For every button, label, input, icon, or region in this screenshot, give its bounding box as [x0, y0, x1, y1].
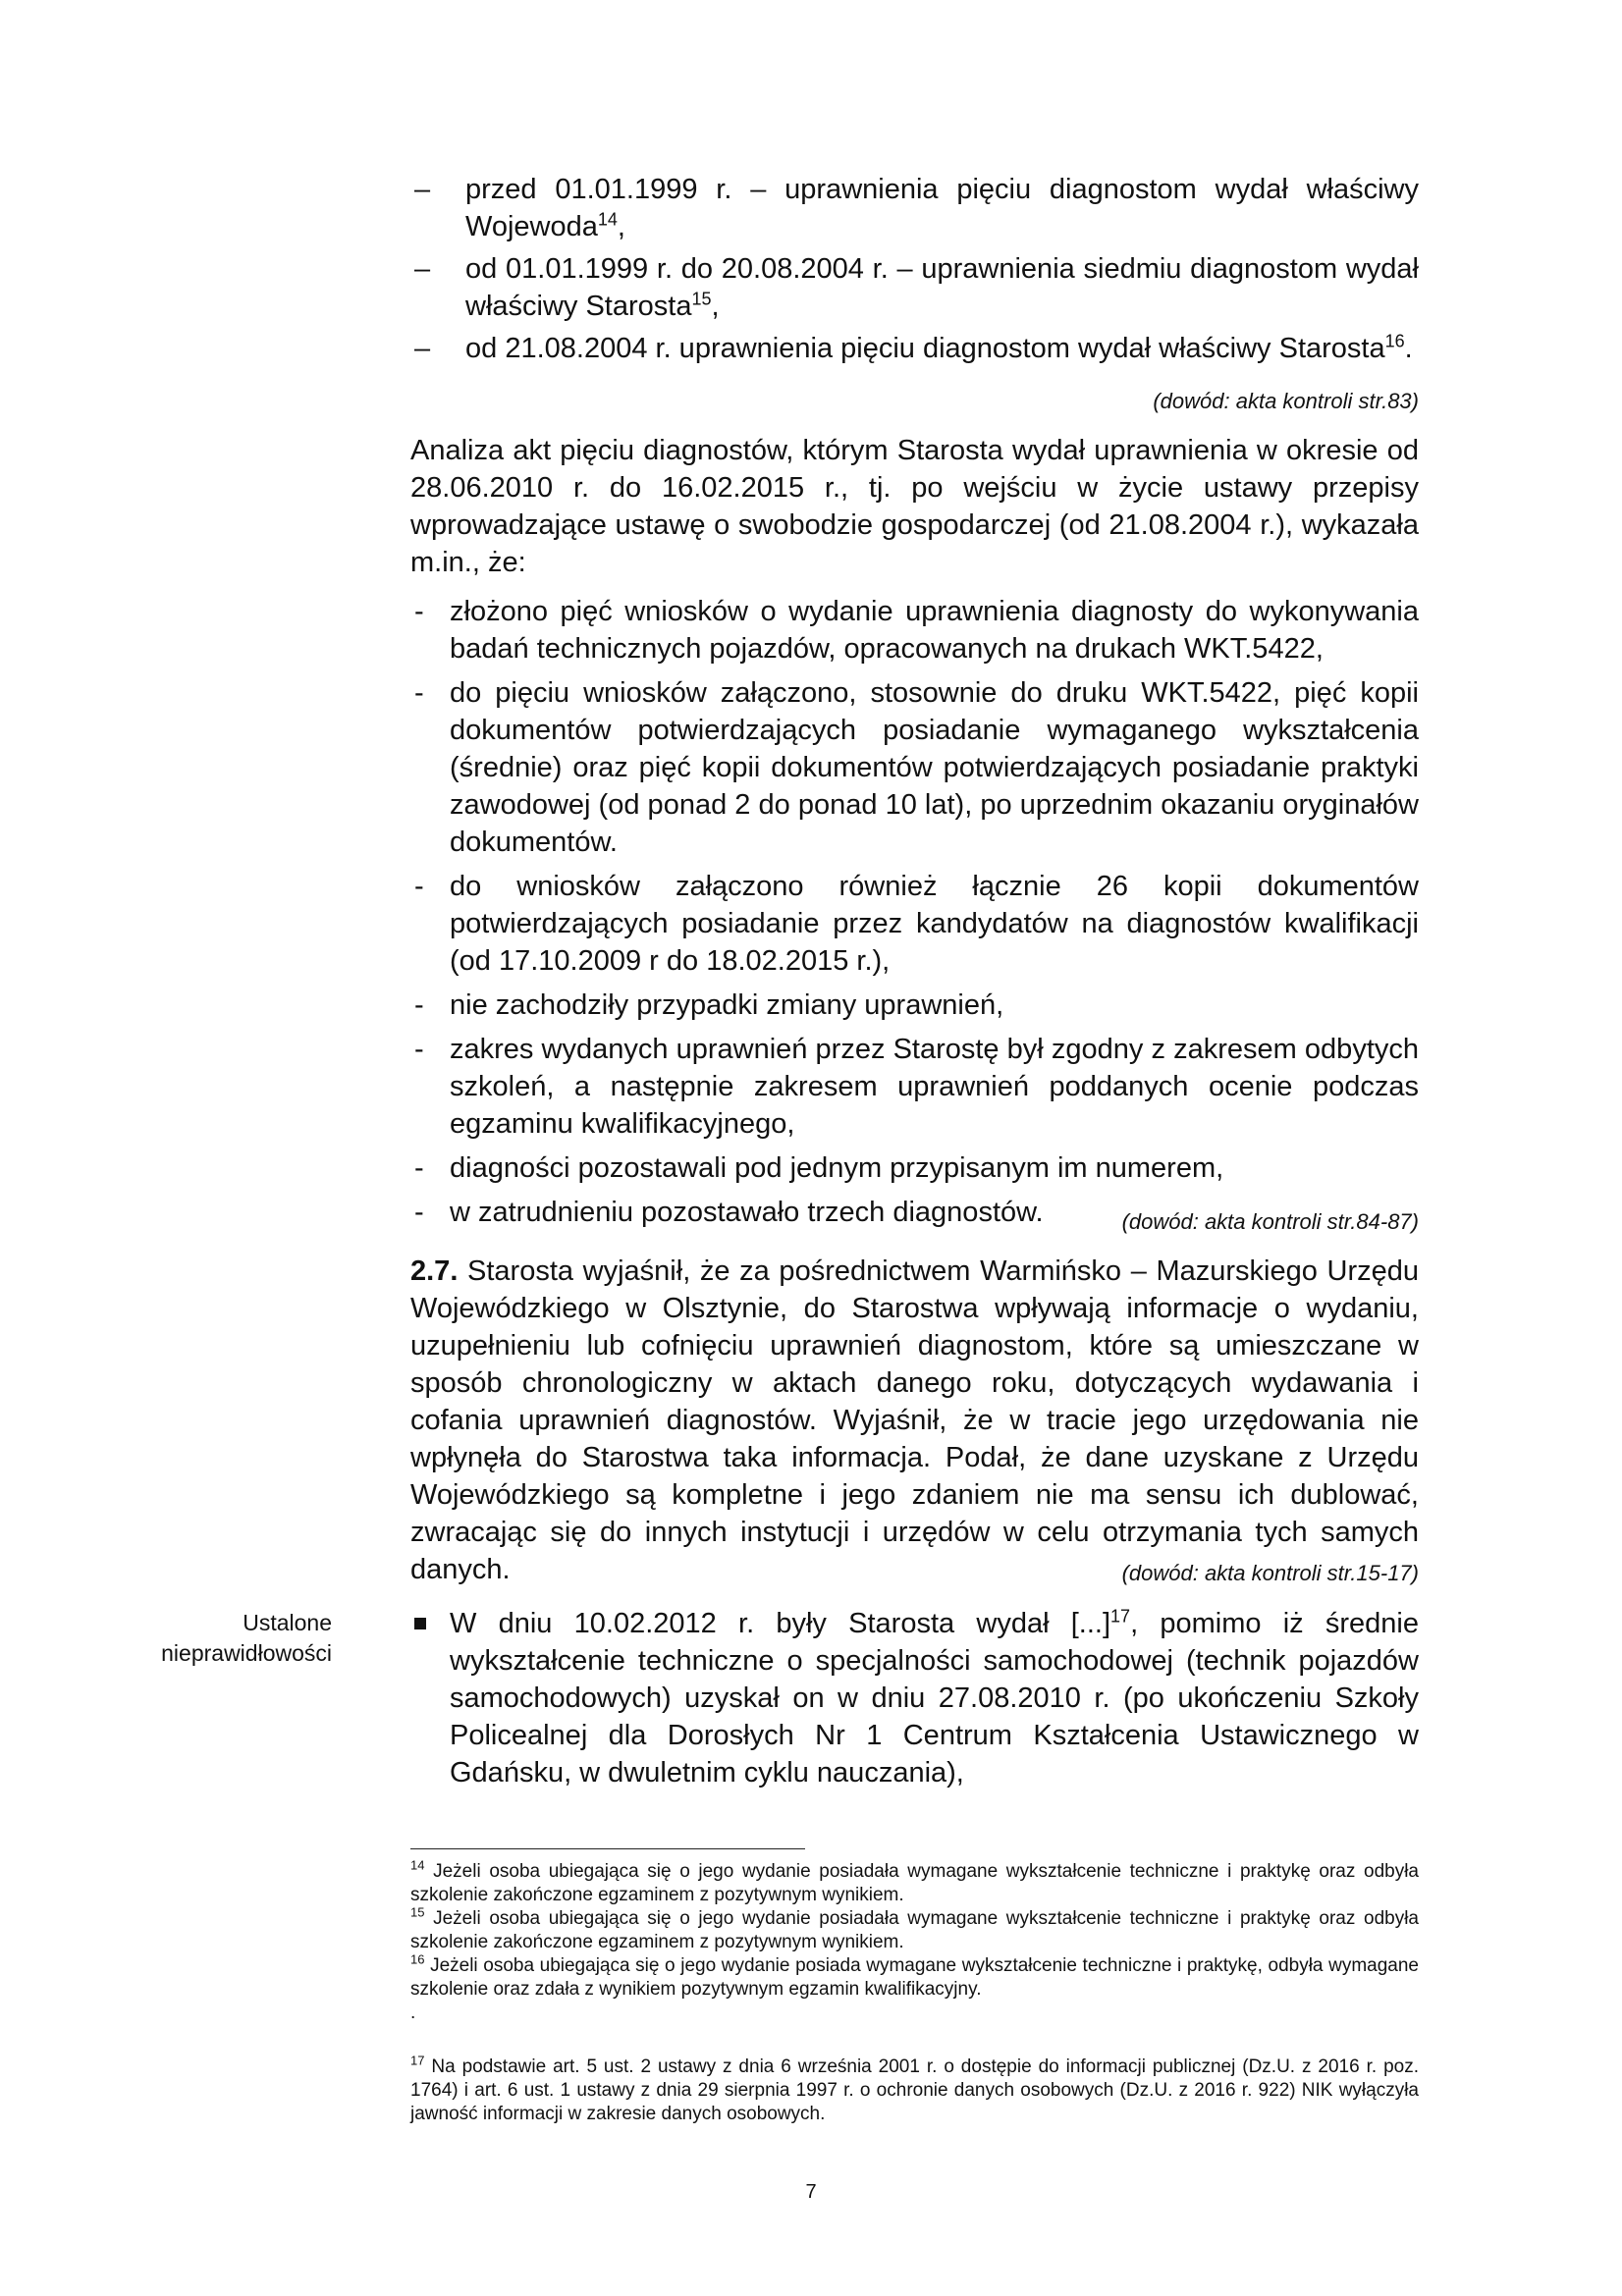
- evidence-note: (dowód: akta kontroli str.83): [1153, 389, 1419, 413]
- list-item-text: od 01.01.1999 r. do 20.08.2004 r. – uprawnienia siedmiu diagnostom wydał właściwy Starosta$^{15}$,: [465, 253, 1419, 322]
- dash-bullet: –: [414, 174, 431, 205]
- hyphen-bullet: -: [414, 1197, 424, 1228]
- finding-item: [410, 1605, 1419, 1791]
- section-number: 2.7.: [410, 1255, 459, 1287]
- list-item-text: złożono pięć wniosków o wydanie uprawnienia diagnosty do wykonywania badań technicznych pojazdów, opracowanych na drukach WKT.5422,: [450, 596, 1419, 665]
- footnote: $^{15}$ Jeżeli osoba ubiegająca się o jego wydanie posiadała wymagane wykształcenie techniczne i praktykę oraz odbyła szkolenie zakończone egzaminem z pozytywnym wynikiem.: [410, 1904, 1419, 1952]
- footnote: $^{14}$ Jeżeli osoba ubiegająca się o jego wydanie posiadała wymagane wykształcenie techniczne i praktykę oraz odbyła szkolenie zakończone egzaminem z pozytywnym wynikiem.: [410, 1857, 1419, 1905]
- footnote-ref[interactable]: 15: [691, 289, 712, 309]
- list-item: [410, 987, 1419, 1024]
- footnote-separator: [410, 1848, 805, 1849]
- list-item: [410, 330, 1419, 367]
- list-item: [410, 1031, 1419, 1143]
- footnote-ref[interactable]: 14: [597, 209, 618, 230]
- finding-text: W dniu 10.02.2012 r. były Starosta wydał [...]$^{17}$, pomimo iż średnie wykształcenie techniczne o specjalności samochodowej (technik pojazdów samochodowych) uzyskał on w dniu 27.08.2010 r. (po ukończeniu Szkoły Policealnej dla Dorosłych Nr 1 Centrum Kształcenia Ustawicznego w Gdańsku, w dwuletnim cyklu nauczania),: [450, 1606, 1419, 1789]
- list-item-text: diagności pozostawali pod jednym przypisanym im numerem,: [450, 1152, 1224, 1184]
- list-item: [410, 674, 1419, 861]
- hyphen-bullet: -: [414, 596, 424, 627]
- footnote-dot: .: [410, 2002, 416, 2023]
- list-item: [410, 250, 1419, 325]
- hyphen-bullet: -: [414, 1034, 424, 1065]
- hyphen-bullet: -: [414, 871, 424, 902]
- list-item: [410, 171, 1419, 245]
- list-item-text: w zatrudnieniu pozostawało trzech diagnostów.: [450, 1197, 1044, 1228]
- page-number: 7: [805, 2181, 817, 2203]
- dash-bullet: –: [414, 253, 431, 285]
- footnote-ref[interactable]: 16: [1384, 331, 1405, 351]
- margin-label: Ustalone nieprawidłowości: [161, 1610, 332, 1666]
- list-item-text: do wniosków załączono również łącznie 26 kopii dokumentów potwierdzających posiadanie przez kandydatów na diagnostów kwalifikacji (od 17.10.2009 r do 18.02.2015 r.),: [450, 871, 1419, 977]
- square-bullet-icon: [414, 1618, 426, 1629]
- list-item-text: przed 01.01.1999 r. – uprawnienia pięciu diagnostom wydał właściwy Wojewoda$^{14}$,: [465, 174, 1419, 242]
- evidence-note: (dowód: akta kontroli str.84-87): [1121, 1209, 1419, 1234]
- evidence-note: (dowód: akta kontroli str.15-17): [1121, 1561, 1419, 1585]
- analysis-paragraph: Analiza akt pięciu diagnostów, którym Starosta wydał uprawnienia w okresie od 28.06.2010 r. do 16.02.2015 r., tj. po wejściu w życie ustawy przepisy wprowadzające ustawę o swobodzie gospodarczej (od 21.08.2004 r.), wykazała m.in., że:: [410, 435, 1419, 578]
- dash-bullet: –: [414, 333, 431, 364]
- list-item-text: do pięciu wniosków załączono, stosownie do druku WKT.5422, pięć kopii dokumentów potwierdzających posiadanie wymaganego wykształcenia (średnie) oraz pięć kopii dokumentów potwierdzających posiadanie praktyki zawodowej (od ponad 2 do ponad 10 lat), po uprzednim okazaniu oryginałów dokumentów.: [450, 677, 1419, 858]
- list-item: [410, 1149, 1419, 1187]
- hyphen-bullet: -: [414, 989, 424, 1021]
- list-item: [410, 593, 1419, 667]
- hyphen-bullet: -: [414, 1152, 424, 1184]
- list-item: [410, 868, 1419, 980]
- footnote: $^{17}$ Na podstawie art. 5 ust. 2 ustawy z dnia 6 września 2001 r. o dostępie do informacji publicznej (Dz.U. z 2016 r. poz. 1764) i art. 6 ust. 1 ustawy z dnia 29 sierpnia 1997 r. o ochronie danych osobowych (Dz.U. z 2016 r. 922) NIK wyłączyła jawność informacji w zakresie danych osobowych.: [410, 2053, 1419, 2124]
- list-item-text: zakres wydanych uprawnień przez Starostę był zgodny z zakresem odbytych szkoleń, a następnie zakresem uprawnień poddanych ocenie podczas egzaminu kwalifikacyjnego,: [450, 1034, 1419, 1140]
- list-item-text: od 21.08.2004 r. uprawnienia pięciu diagnostom wydał właściwy Starosta$^{16}$.: [465, 331, 1413, 364]
- list-item-text: nie zachodziły przypadki zmiany uprawnień,: [450, 989, 1004, 1021]
- dash-list: [410, 171, 1419, 372]
- footnote: $^{16}$ Jeżeli osoba ubiegająca się o jego wydanie posiada wymagane wykształcenie techniczne i praktykę, odbyła wymagane szkolenie oraz zdała z wynikiem pozytywnym egzamin kwalifikacyjny.: [410, 1951, 1419, 2000]
- footnote-ref[interactable]: 17: [1110, 1606, 1131, 1627]
- hyphen-bullet: -: [414, 677, 424, 709]
- section-2-7-paragraph: 2.7. Starosta wyjaśnił, że za pośrednictwem Warmińsko – Mazurskiego Urzędu Wojewódzkiego w Olsztynie, do Starostwa wpływają informacje o wydaniu, uzupełnieniu lub cofnięciu uprawnień diagnostom, które są umieszczane w sposób chronologiczny w aktach danego roku, dotyczących wydawania i cofania uprawnień diagnostów. Wyjaśnił, że w tracie jego urzędowania nie wpłynęła do Starostwa taka informacja. Podał, że dane uzyskane z Urzędu Wojewódzkiego są kompletne i jego zdaniem nie ma sensu ich dublować, zwracając się do innych instytucji i urzędów w celu otrzymania tych samych danych.: [410, 1255, 1419, 1585]
- hyphen-list: [410, 593, 1419, 1238]
